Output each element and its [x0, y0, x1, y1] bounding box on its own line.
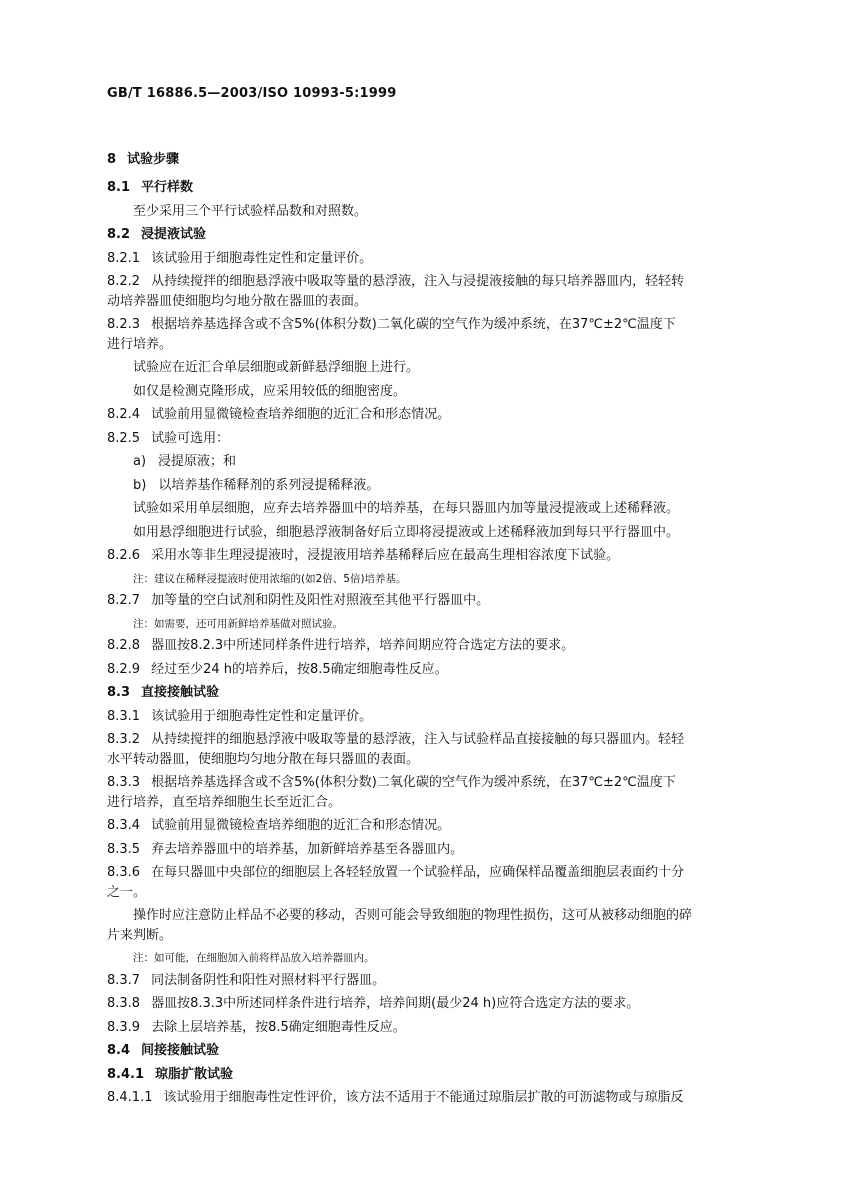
paragraph-line [107, 908, 757, 924]
clause-line [107, 709, 757, 725]
document-body [107, 140, 757, 1114]
clause-text: 水平转动器皿，使细胞均匀地分散在每只器皿的表面。 [107, 751, 420, 767]
clause-text: 经过至少24 h的培养后，按8.5确定细胞毒性反应。 [151, 661, 448, 677]
clause-number: 8.2.1 [107, 250, 141, 266]
clause-number: 8.3.8 [107, 996, 141, 1011]
clause-text: 琼脂扩散试验 [155, 1066, 234, 1082]
list-item [107, 454, 757, 470]
clause-text: 至少采用三个平行试验样品数和对照数。 [133, 203, 368, 219]
clause-text: 器皿按8.3.3中所述同样条件进行培养，培养间期(最少24 h)应符合选定方法的要求。 [151, 996, 640, 1011]
paragraph-continuation [107, 928, 757, 944]
clause-number: 8.3.1 [107, 708, 141, 724]
clause-text: 之一。 [107, 884, 147, 900]
clause-line [107, 431, 757, 447]
clause-number: 8.2.7 [107, 593, 141, 608]
clause-text: 根据培养基选择含或不含5%(体积分数)二氧化碳的空气作为缓冲系统，在37℃±2℃温度下 [151, 775, 676, 790]
section-heading [107, 152, 757, 168]
clause-text: 该试验用于细胞毒性定性和定量评价。 [151, 708, 373, 724]
clause-text: 平行样数 [141, 180, 194, 195]
paragraph-line [107, 204, 757, 220]
clause-line [107, 593, 757, 609]
clause-number: 8.3.7 [107, 972, 141, 988]
clause-number: 8.2.9 [107, 661, 141, 677]
clause-line [107, 732, 757, 748]
clause-text: 加等量的空白试剂和阴性及阳性对照液至其他平行器皿中。 [151, 593, 490, 608]
clause-line [107, 996, 757, 1012]
clause-number: 8.2 [107, 227, 131, 242]
list-item [107, 478, 757, 494]
clause-text: 如仅是检测克隆形成，应采用较低的细胞密度。 [133, 383, 407, 399]
clause-number: 8.3.2 [107, 732, 141, 747]
clause-text: 动培养器皿使细胞均匀地分散在器皿的表面。 [107, 293, 368, 309]
clause-text: 试验前用显微镜检查培养细胞的近汇合和形态情况。 [151, 818, 451, 833]
clause-text: 从持续搅拌的细胞悬浮液中吸取等量的悬浮液，注入与试验样品直接接触的每只器皿内。轻轻 [151, 732, 685, 747]
clause-number: a) [133, 454, 147, 469]
clause-number: 8.1 [107, 180, 131, 195]
clause-text: 从持续搅拌的细胞悬浮液中吸取等量的悬浮液，注入与浸提液接触的每只培养器皿内，轻轻转 [151, 274, 685, 289]
clause-number: 8 [107, 152, 117, 167]
clause-number: 8.4.1.1 [107, 1090, 153, 1105]
clause-text: 间接接触试验 [141, 1043, 220, 1058]
paragraph-continuation [107, 795, 757, 811]
section-heading [107, 180, 757, 196]
clause-line [107, 548, 757, 564]
paragraph-line [107, 525, 757, 541]
clause-text: 注：建议在稀释浸提液时使用浓缩的(如2倍、5倍)培养基。 [133, 572, 407, 585]
clause-text: 试验步骤 [127, 152, 180, 167]
clause-number: 8.4.1 [107, 1066, 145, 1082]
clause-number: 8.2.2 [107, 274, 141, 289]
clause-text: 该试验用于细胞毒性定性评价，该方法不适用于不能通过琼脂层扩散的可沥滤物或与琼脂反 [163, 1090, 684, 1105]
clause-number: 8.3.3 [107, 775, 141, 790]
clause-text: 注：如需要，还可用新鲜培养基做对照试验。 [133, 617, 343, 630]
clause-text: 同法制备阴性和阳性对照材料平行器皿。 [151, 972, 386, 988]
paragraph-continuation [107, 337, 757, 353]
clause-number: 8.3.5 [107, 841, 141, 857]
clause-text: 弃去培养器皿中的培养基，加新鲜培养基至各器皿内。 [151, 841, 464, 857]
paragraph-line [107, 384, 757, 400]
clause-line [107, 638, 757, 654]
clause-text: 以培养基作稀释剂的系列浸提稀释液。 [158, 477, 380, 493]
clause-number: 8.3.9 [107, 1019, 141, 1035]
clause-text: 片来判断。 [107, 927, 173, 943]
clause-number: 8.4 [107, 1043, 131, 1058]
clause-text: 进行培养，直至培养细胞生长至近汇合。 [107, 794, 342, 810]
clause-number: 8.3.6 [107, 865, 141, 880]
clause-line [107, 662, 757, 678]
clause-number: 8.2.4 [107, 407, 141, 422]
clause-number: 8.3 [107, 685, 131, 700]
section-heading [107, 685, 757, 701]
clause-number: 8.2.3 [107, 317, 141, 332]
clause-line [107, 317, 757, 333]
note-text [107, 617, 757, 631]
paragraph-continuation [107, 752, 757, 768]
clause-line [107, 407, 757, 423]
clause-text: 试验可选用： [151, 430, 230, 446]
clause-text: 浸提原液；和 [158, 454, 237, 469]
clause-text: 去除上层培养基，按8.5确定细胞毒性反应。 [151, 1019, 406, 1035]
clause-line [107, 842, 757, 858]
clause-text: 注：如可能，在细胞加入前将样品放入培养器皿内。 [133, 952, 375, 964]
clause-text: 试验如采用单层细胞，应弃去培养器皿中的培养基，在每只器皿内加等量浸提液或上述稀释液。 [133, 501, 680, 516]
clause-text: 器皿按8.2.3中所述同样条件进行培养，培养间期应符合选定方法的要求。 [151, 638, 575, 653]
clause-text: 该试验用于细胞毒性定性和定量评价。 [151, 250, 373, 266]
section-heading [107, 1043, 757, 1059]
clause-line [107, 1020, 757, 1036]
clause-text: 进行培养。 [107, 336, 173, 352]
clause-line [107, 274, 757, 290]
clause-text: 操作时应注意防止样品不必要的移动，否则可能会导致细胞的物理性损伤，这可从被移动细胞的碎 [133, 908, 693, 923]
section-heading [107, 1067, 757, 1083]
paragraph-line [107, 360, 757, 376]
clause-text: 浸提液试验 [141, 227, 207, 242]
section-heading [107, 227, 757, 243]
clause-line [107, 775, 757, 791]
clause-line [107, 818, 757, 834]
clause-text: 如用悬浮细胞进行试验，细胞悬浮液制备好后立即将浸提液或上述稀释液加到每只平行器皿中。 [133, 524, 680, 540]
clause-number: b) [133, 477, 147, 493]
note-text [107, 951, 757, 965]
clause-text: 采用水等非生理浸提液时，浸提液用培养基稀释后应在最高生理相容浓度下试验。 [151, 548, 620, 563]
clause-text: 在每只器皿中央部位的细胞层上各轻轻放置一个试验样品，应确保样品覆盖细胞层表面约十分 [151, 865, 685, 880]
paragraph-continuation [107, 885, 757, 901]
note-text [107, 572, 757, 586]
clause-text: 根据培养基选择含或不含5%(体积分数)二氧化碳的空气作为缓冲系统，在37℃±2℃温度下 [151, 317, 676, 332]
clause-number: 8.3.4 [107, 818, 141, 833]
clause-text: 直接接触试验 [141, 685, 220, 700]
clause-number: 8.2.8 [107, 638, 141, 653]
paragraph-continuation [107, 294, 757, 310]
clause-line [107, 1090, 757, 1106]
clause-number: 8.2.5 [107, 430, 141, 446]
clause-line [107, 251, 757, 267]
paragraph-line [107, 501, 757, 517]
clause-line [107, 973, 757, 989]
clause-line [107, 865, 757, 881]
standard-header: GB/T 16886.5—2003/ISO 10993-5:1999 [107, 86, 397, 101]
clause-number: 8.2.6 [107, 548, 141, 563]
clause-text: 试验前用显微镜检查培养细胞的近汇合和形态情况。 [151, 407, 451, 422]
clause-text: 试验应在近汇合单层细胞或新鲜悬浮细胞上进行。 [133, 360, 420, 375]
